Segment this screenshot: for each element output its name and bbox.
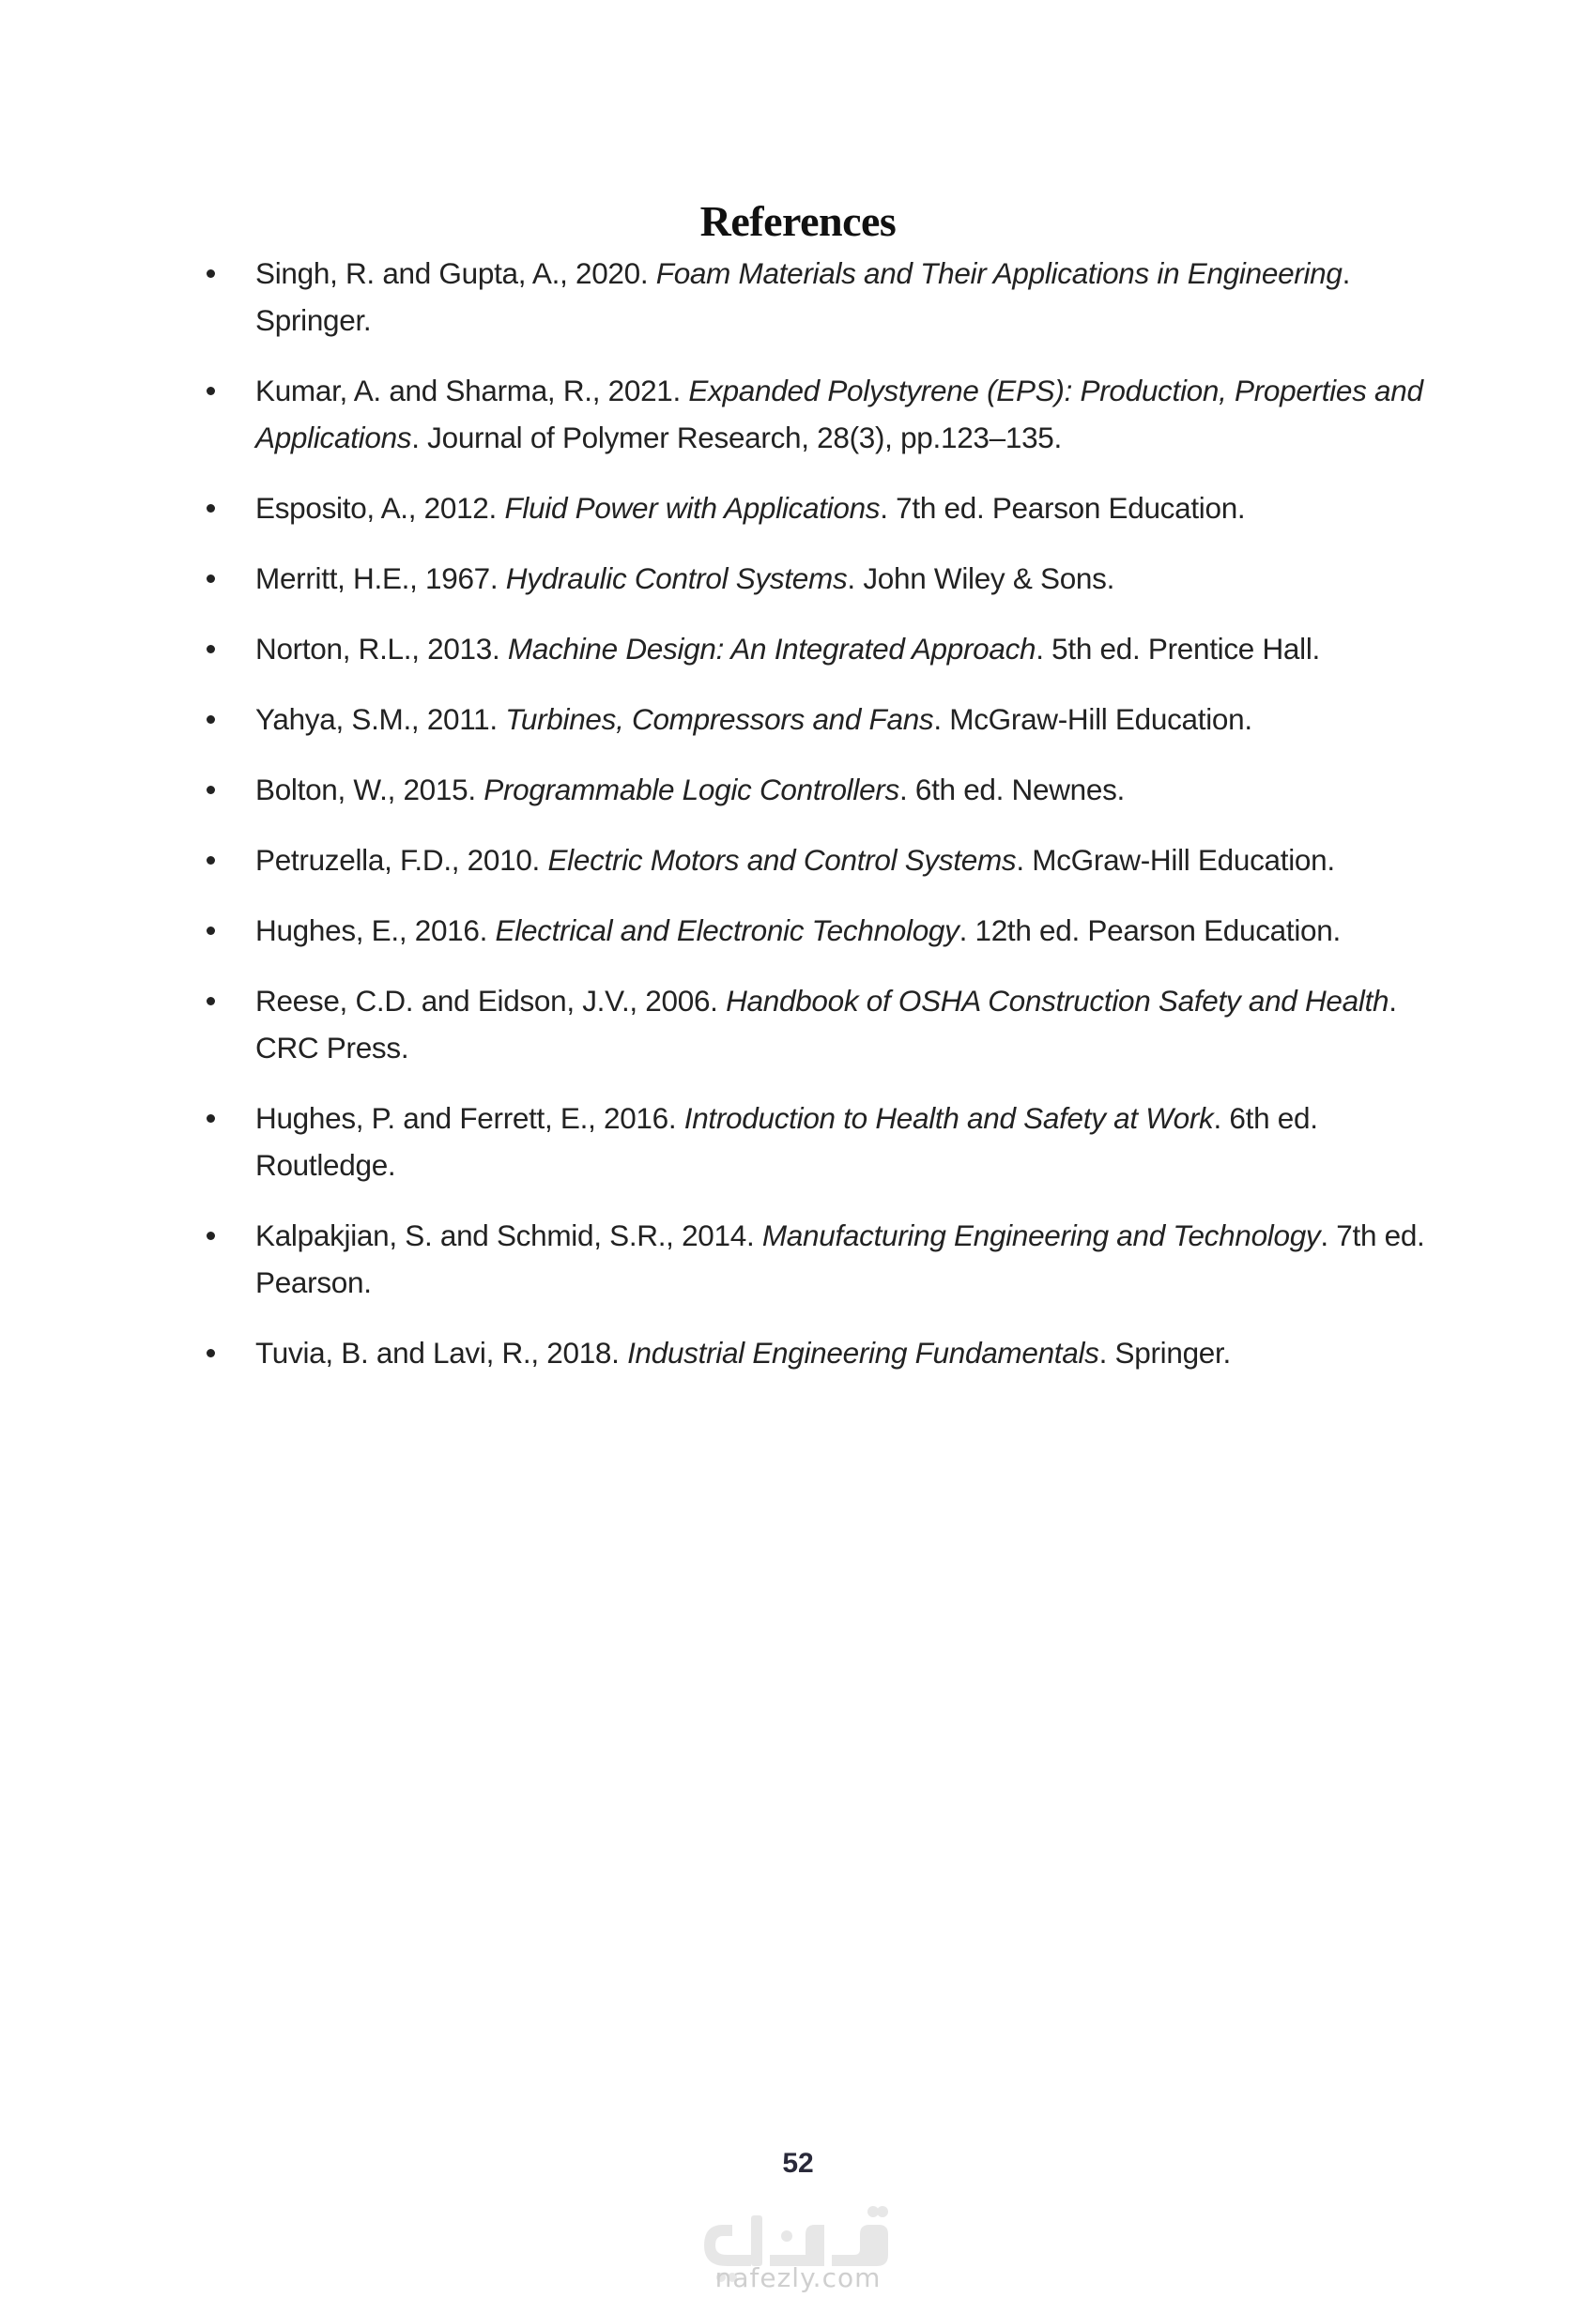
reference-item	[0, 1095, 1596, 1188]
bullet-icon	[207, 856, 215, 865]
reference-title: Machine Design: An Integrated Approach	[507, 632, 1036, 666]
bullet-icon	[207, 1349, 215, 1357]
reference-title: Fluid Power with Applications	[504, 491, 881, 525]
reference-publisher: . McGraw-Hill Education.	[1016, 843, 1335, 877]
reference-authors: Tuvia, B. and Lavi, R., 2018.	[255, 1336, 628, 1370]
bullet-icon	[207, 786, 215, 794]
reference-publisher: . John Wiley & Sons.	[847, 561, 1115, 595]
bullet-icon	[207, 645, 215, 653]
bullet-icon	[207, 387, 215, 395]
reference-title: Manufacturing Engineering and Technology	[761, 1218, 1321, 1252]
reference-publisher: . 5th ed. Prentice Hall.	[1036, 632, 1320, 666]
reference-list	[0, 250, 1596, 1400]
reference-item	[0, 625, 1596, 672]
reference-authors: Yahya, S.M., 2011.	[255, 702, 506, 736]
reference-authors: Petruzella, F.D., 2010.	[255, 843, 548, 877]
reference-item	[0, 250, 1596, 344]
reference-publisher: . Springer.	[1098, 1336, 1231, 1370]
bullet-icon	[207, 927, 215, 935]
bullet-icon	[207, 574, 215, 583]
reference-publisher: . 7th ed. Pearson Education.	[880, 491, 1246, 525]
reference-authors: Norton, R.L., 2013.	[255, 632, 508, 666]
reference-publisher: . 6th ed. Newnes.	[898, 773, 1125, 806]
reference-publisher: . 12th ed. Pearson Education.	[959, 913, 1341, 947]
bullet-icon	[207, 1232, 215, 1240]
reference-item	[0, 484, 1596, 531]
reference-item	[0, 766, 1596, 813]
watermark-domain: nafezly.com	[714, 2262, 882, 2293]
reference-authors: Hughes, P. and Ferrett, E., 2016.	[255, 1101, 684, 1135]
reference-title: Introduction to Health and Safety at Work	[683, 1101, 1214, 1135]
reference-item	[0, 977, 1596, 1071]
reference-item	[0, 1212, 1596, 1306]
reference-authors: Esposito, A., 2012.	[255, 491, 505, 525]
reference-title: Programmable Logic Controllers	[483, 773, 899, 806]
bullet-icon	[207, 269, 215, 278]
reference-authors: Kalpakjian, S. and Schmid, S.R., 2014.	[255, 1218, 762, 1252]
reference-publisher: . McGraw-Hill Education.	[933, 702, 1252, 736]
reference-publisher: . 6th ed. Routledge.	[255, 1101, 1318, 1182]
reference-title: Expanded Polystyrene (EPS): Production, Properties and Applications	[255, 374, 1423, 454]
reference-item	[0, 367, 1596, 461]
bullet-icon	[207, 1114, 215, 1123]
reference-item	[0, 907, 1596, 954]
reference-item	[0, 836, 1596, 883]
reference-authors: Kumar, A. and Sharma, R., 2021.	[255, 374, 689, 407]
reference-publisher: . CRC Press.	[255, 984, 1397, 1065]
reference-title: Electrical and Electronic Technology	[495, 913, 959, 947]
reference-title: Hydraulic Control Systems	[505, 561, 848, 595]
reference-item	[0, 696, 1596, 743]
reference-authors: Reese, C.D. and Eidson, J.V., 2006.	[255, 984, 727, 1018]
reference-authors: Merritt, H.E., 1967.	[255, 561, 506, 595]
reference-title: Turbines, Compressors and Fans	[505, 702, 934, 736]
reference-title: Electric Motors and Control Systems	[547, 843, 1017, 877]
page-number: 52	[782, 2148, 814, 2179]
reference-item	[0, 1329, 1596, 1376]
bullet-icon	[207, 997, 215, 1005]
reference-title: Foam Materials and Their Applications in Engineering	[655, 256, 1343, 290]
reference-authors: Singh, R. and Gupta, A., 2020.	[255, 256, 656, 290]
reference-authors: Hughes, E., 2016.	[255, 913, 496, 947]
bullet-icon	[207, 504, 215, 513]
reference-publisher: . Springer.	[255, 256, 1351, 337]
page-title: References	[699, 196, 897, 245]
reference-publisher: . Journal of Polymer Research, 28(3), pp.123–135.	[411, 421, 1062, 454]
reference-publisher: . 7th ed. Pearson.	[255, 1218, 1425, 1299]
reference-authors: Bolton, W., 2015.	[255, 773, 484, 806]
reference-item	[0, 555, 1596, 602]
bullet-icon	[207, 715, 215, 724]
reference-title: Handbook of OSHA Construction Safety and Health	[726, 984, 1389, 1018]
reference-title: Industrial Engineering Fundamentals	[627, 1336, 1099, 1370]
